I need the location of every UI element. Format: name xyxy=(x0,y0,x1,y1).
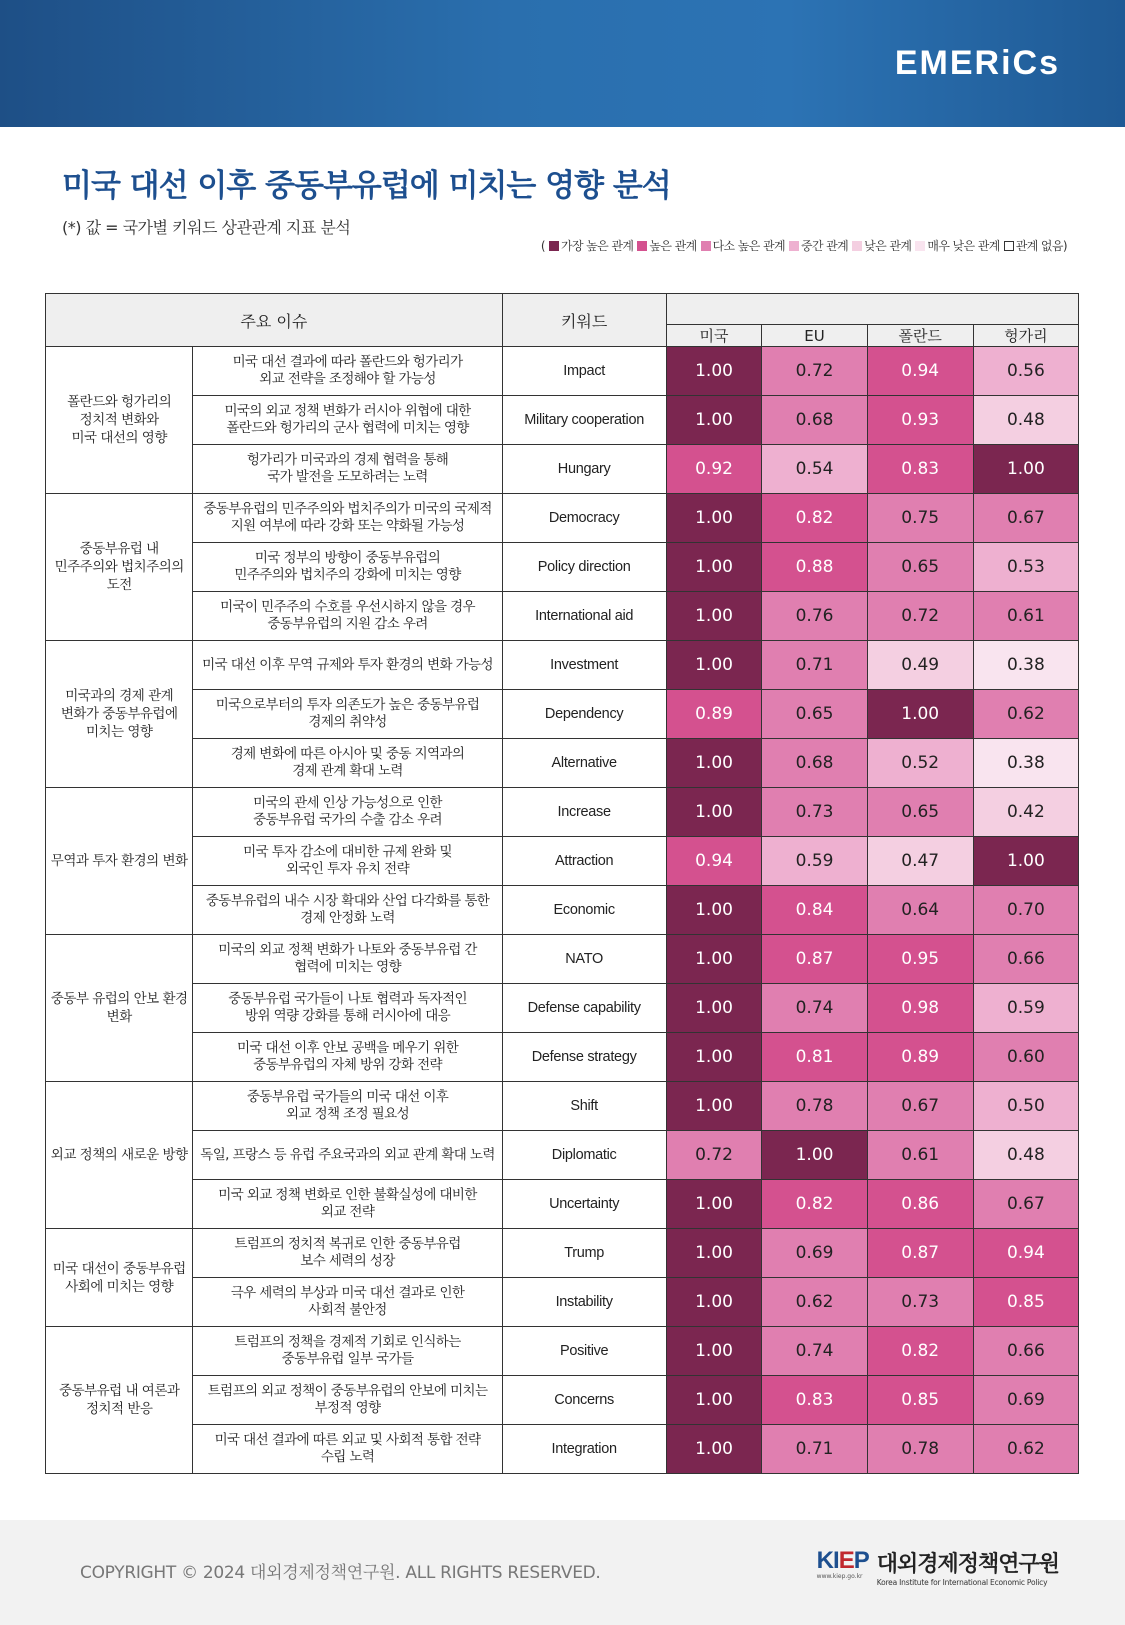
keyword-cell: Trump xyxy=(502,1229,666,1278)
legend-swatch xyxy=(789,241,799,251)
value-cell: 0.95 xyxy=(867,935,973,984)
header-country-us: 미국 xyxy=(666,325,762,347)
value-cell: 0.42 xyxy=(973,788,1078,837)
kiep-url: www.kiep.go.kr xyxy=(816,1573,863,1580)
value-cell: 0.82 xyxy=(867,1327,973,1376)
issue-cell: 미국 정부의 방향이 중동부유럽의 민주주의와 법치주의 강화에 미치는 영향 xyxy=(193,543,502,592)
value-cell: 0.66 xyxy=(973,1327,1078,1376)
table-row xyxy=(46,494,1079,543)
value-cell: 0.76 xyxy=(762,592,867,641)
issue-cell: 미국의 외교 정책 변화가 러시아 위협에 대한 폴란드와 헝가리의 군사 협력에 미치는 영향 xyxy=(193,396,502,445)
legend-swatch xyxy=(637,241,647,251)
kiep-name-en: Korea Institute for International Economic Policy xyxy=(876,1578,1048,1587)
value-cell: 1.00 xyxy=(666,1376,762,1425)
header-keyword: 키워드 xyxy=(502,294,666,347)
value-cell: 0.38 xyxy=(973,641,1078,690)
value-cell: 0.67 xyxy=(973,1180,1078,1229)
value-cell: 1.00 xyxy=(666,739,762,788)
header-issue: 주요 이슈 xyxy=(46,294,503,347)
value-cell: 0.71 xyxy=(762,1425,867,1474)
legend-open-paren: ( xyxy=(540,238,545,253)
issue-cell: 미국이 민주주의 수호를 우선시하지 않을 경우 중동부유럽의 지원 감소 우려 xyxy=(193,592,502,641)
issue-cell: 독일, 프랑스 등 유럽 주요국과의 외교 관계 확대 노력 xyxy=(193,1131,502,1180)
table-row xyxy=(46,1327,1079,1376)
legend-label: 관계 없음 xyxy=(1015,239,1063,253)
issue-cell: 미국 대선 이후 안보 공백을 메우기 위한 중동부유럽의 자체 방위 강화 전략 xyxy=(193,1033,502,1082)
keyword-cell: Concerns xyxy=(502,1376,666,1425)
issue-cell: 트럼프의 정치적 복귀로 인한 중동부유럽 보수 세력의 성장 xyxy=(193,1229,502,1278)
table-row xyxy=(46,396,1079,445)
header-country-poland: 폴란드 xyxy=(867,325,973,347)
value-cell: 0.73 xyxy=(762,788,867,837)
value-cell: 0.69 xyxy=(762,1229,867,1278)
value-cell: 0.61 xyxy=(867,1131,973,1180)
legend-items xyxy=(545,237,1063,254)
value-cell: 1.00 xyxy=(973,445,1078,494)
category-cell: 중동부유럽 내 여론과 정치적 반응 xyxy=(46,1327,193,1474)
keyword-cell: Increase xyxy=(502,788,666,837)
table-row xyxy=(46,1278,1079,1327)
issue-cell: 극우 세력의 부상과 미국 대선 결과로 인한 사회적 불안정 xyxy=(193,1278,502,1327)
value-cell: 0.94 xyxy=(867,347,973,396)
value-cell: 0.71 xyxy=(762,641,867,690)
issue-cell: 미국의 외교 정책 변화가 나토와 중동부유럽 간 협력에 미치는 영향 xyxy=(193,935,502,984)
table-row xyxy=(46,1425,1079,1474)
value-cell: 0.38 xyxy=(973,739,1078,788)
value-cell: 0.60 xyxy=(973,1033,1078,1082)
legend-swatch xyxy=(701,241,711,251)
issue-cell: 미국 투자 감소에 대비한 규제 완화 및 외국인 투자 유치 전략 xyxy=(193,837,502,886)
table-row xyxy=(46,935,1079,984)
legend-swatch xyxy=(852,241,862,251)
legend-swatch xyxy=(549,241,559,251)
value-cell: 0.83 xyxy=(867,445,973,494)
value-cell: 0.72 xyxy=(666,1131,762,1180)
value-cell: 0.86 xyxy=(867,1180,973,1229)
value-cell: 0.88 xyxy=(762,543,867,592)
value-cell: 0.68 xyxy=(762,739,867,788)
value-cell: 1.00 xyxy=(666,1278,762,1327)
value-cell: 0.48 xyxy=(973,396,1078,445)
value-cell: 0.89 xyxy=(666,690,762,739)
table-row xyxy=(46,1131,1079,1180)
value-cell: 0.65 xyxy=(762,690,867,739)
color-legend xyxy=(541,237,1067,254)
value-cell: 0.48 xyxy=(973,1131,1078,1180)
kiep-name-ko: 대외경제정책연구원 xyxy=(876,1552,1059,1577)
issue-cell: 미국 대선 결과에 따라 폴란드와 헝가리가 외교 전략을 조정해야 할 가능성 xyxy=(193,347,502,396)
value-cell: 0.94 xyxy=(666,837,762,886)
category-cell: 중동부 유럽의 안보 환경 변화 xyxy=(46,935,193,1082)
value-cell: 1.00 xyxy=(666,641,762,690)
legend-label: 높은 관계 xyxy=(649,239,697,253)
kiep-mark: KIEP xyxy=(816,1547,869,1574)
value-cell: 1.00 xyxy=(666,1033,762,1082)
table-row xyxy=(46,984,1079,1033)
keyword-cell: Policy direction xyxy=(502,543,666,592)
value-cell: 0.83 xyxy=(762,1376,867,1425)
keyword-cell: NATO xyxy=(502,935,666,984)
value-cell: 1.00 xyxy=(666,886,762,935)
legend-label: 낮은 관계 xyxy=(864,239,912,253)
issue-cell: 중동부유럽의 내수 시장 확대와 산업 다각화를 통한 경제 안정화 노력 xyxy=(193,886,502,935)
issue-cell: 미국 외교 정책 변화로 인한 불확실성에 대비한 외교 전략 xyxy=(193,1180,502,1229)
header-country-hungary: 헝가리 xyxy=(973,325,1078,347)
value-cell: 0.85 xyxy=(973,1278,1078,1327)
keyword-cell: Hungary xyxy=(502,445,666,494)
issue-cell: 트럼프의 정책을 경제적 기회로 인식하는 중동부유럽 일부 국가들 xyxy=(193,1327,502,1376)
issue-cell: 미국 대선 결과에 따른 외교 및 사회적 통합 전략 수립 노력 xyxy=(193,1425,502,1474)
value-cell: 0.94 xyxy=(973,1229,1078,1278)
value-cell: 0.47 xyxy=(867,837,973,886)
category-cell: 중동부유럽 내 민주주의와 법치주의의 도전 xyxy=(46,494,193,641)
value-cell: 0.84 xyxy=(762,886,867,935)
value-cell: 0.72 xyxy=(762,347,867,396)
correlation-table xyxy=(45,293,1079,1474)
keyword-cell: Democracy xyxy=(502,494,666,543)
copyright-text: COPYRIGHT © 2024 대외경제정책연구원. ALL RIGHTS RESERVED. xyxy=(80,1563,601,1583)
issue-cell: 중동부유럽 국가들이 나토 협력과 독자적인 방위 역량 강화를 통해 러시아에 대응 xyxy=(193,984,502,1033)
value-cell: 0.65 xyxy=(867,788,973,837)
table-row xyxy=(46,788,1079,837)
value-cell: 1.00 xyxy=(666,935,762,984)
table-row xyxy=(46,543,1079,592)
issue-cell: 중동부유럽 국가들의 미국 대선 이후 외교 정책 조정 필요성 xyxy=(193,1082,502,1131)
category-cell: 미국 대선이 중동부유럽 사회에 미치는 영향 xyxy=(46,1229,193,1327)
header-banner xyxy=(0,0,1125,127)
keyword-cell: Diplomatic xyxy=(502,1131,666,1180)
table-row xyxy=(46,1082,1079,1131)
value-cell: 0.82 xyxy=(762,494,867,543)
category-cell: 무역과 투자 환경의 변화 xyxy=(46,788,193,935)
value-cell: 0.61 xyxy=(973,592,1078,641)
value-cell: 1.00 xyxy=(666,396,762,445)
value-cell: 1.00 xyxy=(666,1082,762,1131)
value-cell: 1.00 xyxy=(867,690,973,739)
value-cell: 0.74 xyxy=(762,984,867,1033)
value-cell: 0.67 xyxy=(867,1082,973,1131)
table-row xyxy=(46,592,1079,641)
value-cell: 1.00 xyxy=(666,788,762,837)
value-cell: 0.73 xyxy=(867,1278,973,1327)
keyword-cell: Attraction xyxy=(502,837,666,886)
category-cell: 폴란드와 헝가리의 정치적 변화와 미국 대선의 영향 xyxy=(46,347,193,494)
keyword-cell: Shift xyxy=(502,1082,666,1131)
value-cell: 1.00 xyxy=(666,984,762,1033)
legend-swatch xyxy=(1004,241,1014,251)
legend-close-paren: ) xyxy=(1062,238,1067,253)
keyword-cell: Military cooperation xyxy=(502,396,666,445)
value-cell: 0.78 xyxy=(867,1425,973,1474)
value-cell: 1.00 xyxy=(666,1229,762,1278)
table-row xyxy=(46,1229,1079,1278)
table-row xyxy=(46,445,1079,494)
value-cell: 0.69 xyxy=(973,1376,1078,1425)
value-cell: 1.00 xyxy=(666,1425,762,1474)
value-cell: 0.81 xyxy=(762,1033,867,1082)
issue-cell: 경제 변화에 따른 아시아 및 중동 지역과의 경제 관계 확대 노력 xyxy=(193,739,502,788)
keyword-cell: Defense strategy xyxy=(502,1033,666,1082)
header-country-group xyxy=(666,294,1078,325)
table-row xyxy=(46,1376,1079,1425)
value-cell: 0.70 xyxy=(973,886,1078,935)
value-cell: 0.75 xyxy=(867,494,973,543)
value-cell: 0.74 xyxy=(762,1327,867,1376)
value-cell: 0.87 xyxy=(762,935,867,984)
keyword-cell: Uncertainty xyxy=(502,1180,666,1229)
value-cell: 0.66 xyxy=(973,935,1078,984)
keyword-cell: Alternative xyxy=(502,739,666,788)
issue-cell: 미국 대선 이후 무역 규제와 투자 환경의 변화 가능성 xyxy=(193,641,502,690)
legend-label: 다소 높은 관계 xyxy=(712,239,785,253)
table-row xyxy=(46,1180,1079,1229)
kiep-logo[interactable] xyxy=(817,1547,1059,1587)
legend-label: 매우 낮은 관계 xyxy=(927,239,1000,253)
value-cell: 0.72 xyxy=(867,592,973,641)
page-subtitle: (*) 값 = 국가별 키워드 상관관계 지표 분석 xyxy=(62,218,351,237)
legend-swatch xyxy=(915,241,925,251)
value-cell: 0.62 xyxy=(973,690,1078,739)
value-cell: 0.89 xyxy=(867,1033,973,1082)
value-cell: 0.59 xyxy=(762,837,867,886)
table-row xyxy=(46,837,1079,886)
value-cell: 0.62 xyxy=(973,1425,1078,1474)
value-cell: 0.92 xyxy=(666,445,762,494)
issue-cell: 미국의 관세 인상 가능성으로 인한 중동부유럽 국가의 수출 감소 우려 xyxy=(193,788,502,837)
value-cell: 0.54 xyxy=(762,445,867,494)
issue-cell: 미국으로부터의 투자 의존도가 높은 중동부유럽 경제의 취약성 xyxy=(193,690,502,739)
page-title: 미국 대선 이후 중동부유럽에 미치는 영향 분석 xyxy=(62,168,671,204)
value-cell: 0.64 xyxy=(867,886,973,935)
value-cell: 0.49 xyxy=(867,641,973,690)
keyword-cell: Investment xyxy=(502,641,666,690)
value-cell: 1.00 xyxy=(666,543,762,592)
value-cell: 1.00 xyxy=(666,347,762,396)
value-cell: 1.00 xyxy=(666,494,762,543)
value-cell: 1.00 xyxy=(666,1327,762,1376)
keyword-cell: Positive xyxy=(502,1327,666,1376)
table-row xyxy=(46,641,1079,690)
keyword-cell: Defense capability xyxy=(502,984,666,1033)
value-cell: 0.52 xyxy=(867,739,973,788)
value-cell: 0.67 xyxy=(973,494,1078,543)
value-cell: 1.00 xyxy=(666,592,762,641)
value-cell: 0.93 xyxy=(867,396,973,445)
legend-label: 중간 관계 xyxy=(800,239,849,253)
keyword-cell: Instability xyxy=(502,1278,666,1327)
keyword-cell: Economic xyxy=(502,886,666,935)
value-cell: 0.68 xyxy=(762,396,867,445)
issue-cell: 중동부유럽의 민주주의와 법치주의가 미국의 국제적 지원 여부에 따라 강화 또는 약화될 가능성 xyxy=(193,494,502,543)
keyword-cell: Impact xyxy=(502,347,666,396)
value-cell: 0.50 xyxy=(973,1082,1078,1131)
value-cell: 0.87 xyxy=(867,1229,973,1278)
category-cell: 외교 정책의 새로운 방향 xyxy=(46,1082,193,1229)
value-cell: 1.00 xyxy=(973,837,1078,886)
value-cell: 0.56 xyxy=(973,347,1078,396)
keyword-cell: Integration xyxy=(502,1425,666,1474)
header-country-eu: EU xyxy=(762,325,867,347)
table-row xyxy=(46,690,1079,739)
value-cell: 0.85 xyxy=(867,1376,973,1425)
value-cell: 0.98 xyxy=(867,984,973,1033)
keyword-cell: International aid xyxy=(502,592,666,641)
category-cell: 미국과의 경제 관계 변화가 중동부유럽에 미치는 영향 xyxy=(46,641,193,788)
value-cell: 1.00 xyxy=(666,1180,762,1229)
keyword-cell: Dependency xyxy=(502,690,666,739)
issue-cell: 트럼프의 외교 정책이 중동부유럽의 안보에 미치는 부정적 영향 xyxy=(193,1376,502,1425)
issue-cell: 헝가리가 미국과의 경제 협력을 통해 국가 발전을 도모하려는 노력 xyxy=(193,445,502,494)
value-cell: 0.78 xyxy=(762,1082,867,1131)
emerics-logo[interactable]: EMERiCs xyxy=(894,44,1060,82)
value-cell: 1.00 xyxy=(762,1131,867,1180)
table-row xyxy=(46,1033,1079,1082)
table-row xyxy=(46,347,1079,396)
value-cell: 0.53 xyxy=(973,543,1078,592)
value-cell: 0.62 xyxy=(762,1278,867,1327)
table-row xyxy=(46,739,1079,788)
legend-label: 가장 높은 관계 xyxy=(560,239,634,253)
value-cell: 0.59 xyxy=(973,984,1078,1033)
value-cell: 0.65 xyxy=(867,543,973,592)
value-cell: 0.82 xyxy=(762,1180,867,1229)
table-row xyxy=(46,886,1079,935)
